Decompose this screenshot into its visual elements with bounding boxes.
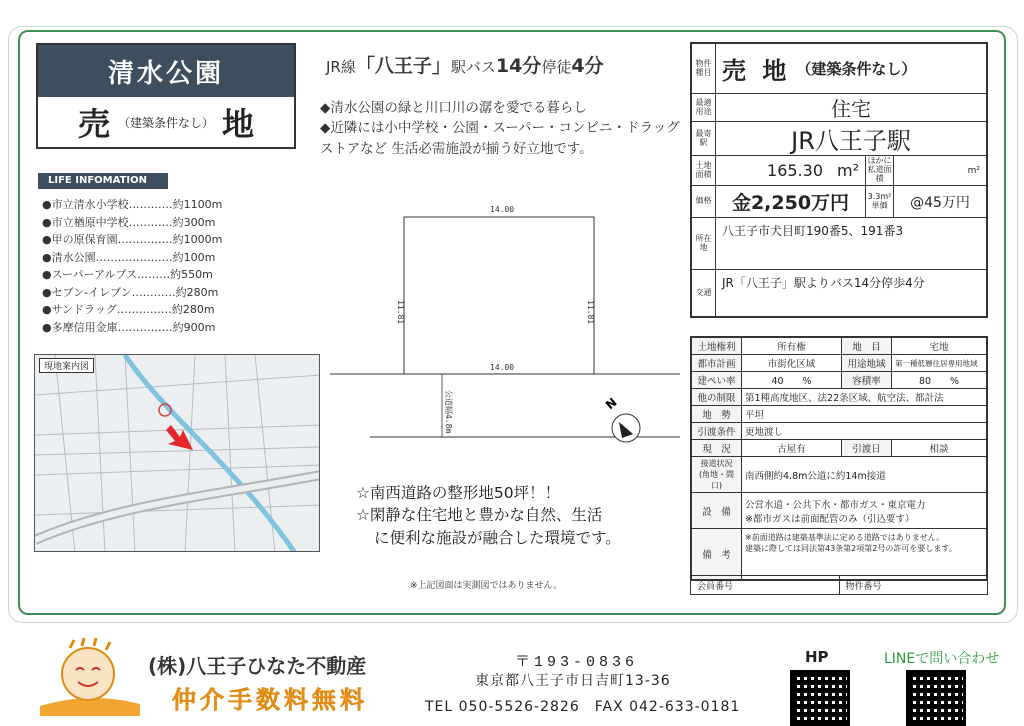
spec-row-station xyxy=(692,122,986,156)
road-key: 接道状況(角地・間口) xyxy=(692,457,742,492)
map-graphic xyxy=(35,355,320,552)
description xyxy=(320,98,682,159)
hp-qr-code[interactable] xyxy=(790,670,850,726)
line-label: LINEで問い合わせ xyxy=(884,651,1000,667)
dim-right: 11.81 xyxy=(586,300,595,325)
company-address: 東京都八王子市日吉町13-36 xyxy=(475,673,671,689)
unit-price: @45万円 xyxy=(910,194,970,211)
life-info-title: LIFE INFOMATION xyxy=(38,173,168,189)
list-item: ●サンドラッグ……………約280m xyxy=(42,303,215,316)
list-item: ●市立清水小学校…………約1100m xyxy=(42,198,223,211)
use: 住宅 xyxy=(831,97,871,121)
plot-diagram xyxy=(330,200,690,460)
spec-row-use xyxy=(692,94,986,122)
line-qr-code[interactable] xyxy=(906,670,966,726)
access-post: 駅バス xyxy=(450,58,496,76)
area-value xyxy=(716,156,866,185)
terrain: 平坦 xyxy=(745,410,765,421)
spec-row-traffic xyxy=(692,270,986,316)
private-road-unit: m² xyxy=(967,165,980,176)
life-info-list xyxy=(42,196,222,336)
far-key: 容積率 xyxy=(842,372,892,388)
kind-note: （建築条件なし） xyxy=(117,115,214,130)
delivery-key: 引渡日 xyxy=(842,440,892,456)
list-item: ●多摩信用金庫……………約900m xyxy=(42,320,216,334)
kind-right: 地 xyxy=(222,105,255,143)
type: 売 地 xyxy=(722,57,791,85)
price-label: 価格 xyxy=(692,186,716,217)
spec-row-price xyxy=(692,186,986,218)
catch-line: ☆南西道路の整形地50坪！！ xyxy=(356,484,561,502)
table-row xyxy=(692,457,986,493)
area: 165.30 xyxy=(767,161,823,180)
location-map xyxy=(34,354,320,552)
access-pre: JR線 xyxy=(326,58,356,76)
north-icon xyxy=(603,395,640,442)
station: JR八王子駅 xyxy=(791,127,911,155)
facility xyxy=(742,493,986,528)
description-line: ◆近隣には小中学校・公園・スーパー・コンビニ・ドラッグストアなど 生活必需施設が揃う好立地です。 xyxy=(320,120,680,157)
restrict: 第1種高度地区、法22条区域、航空法、都計法 xyxy=(745,393,944,404)
current: 古屋有 xyxy=(742,440,842,456)
table-row xyxy=(692,406,986,423)
list-item: ●セブン-イレブン…………約280m xyxy=(42,285,219,299)
postal-code: 〒193-0836 xyxy=(515,654,639,671)
property-kind xyxy=(38,97,294,147)
remarks-line: ※前面道路は建築基準法に定める道路ではありません。 xyxy=(745,533,945,542)
traffic-label: 交通 xyxy=(692,270,716,316)
type-note: （建築条件なし） xyxy=(796,60,917,78)
catch-line: ☆閑静な住宅地と豊かな自然、生活 xyxy=(356,506,603,525)
spec-row-address xyxy=(692,218,986,270)
list-item: ●スーパーアルプス………約550m xyxy=(42,268,213,281)
current-key: 現 況 xyxy=(692,440,742,456)
commission-free: 仲介手数料無料 xyxy=(172,686,368,714)
private-road-label: ほかに私道面積 xyxy=(866,156,894,185)
footer xyxy=(0,628,1024,726)
table-row xyxy=(692,529,986,579)
rights-key: 土地権利 xyxy=(692,338,742,354)
access-line xyxy=(326,51,604,78)
mascot-logo xyxy=(30,636,140,716)
company-name: (株)八王子ひなた不動産 xyxy=(148,654,367,678)
catch-line: に便利な施設が融合した環境です。 xyxy=(374,528,621,547)
plan-key: 都市計画 xyxy=(692,355,742,371)
remarks-line: 建築に際しては同法第43条第2項第2号の許可を要します。 xyxy=(745,544,957,553)
bcr: 40 % xyxy=(742,372,842,388)
unit-price-label: 3.3m²単価 xyxy=(866,186,894,217)
kind-left: 売 xyxy=(77,105,110,143)
list-item: ●清水公園…………………約100m xyxy=(42,250,216,264)
dim-bottom: 14.00 xyxy=(490,363,515,372)
facility-line: ※都市ガスは前面配管のみ（引込要す） xyxy=(745,513,915,525)
zone: 第一種低層住居専用地域 xyxy=(895,358,978,368)
list-item: ●市立楢原中学校…………約300m xyxy=(42,215,216,229)
area-label: 土地面積 xyxy=(692,156,716,185)
north-label: N xyxy=(602,395,620,413)
access-bus: 14分 xyxy=(495,55,542,77)
remarks xyxy=(742,529,986,579)
table-row xyxy=(692,372,986,389)
rights: 所有権 xyxy=(742,338,842,354)
dim-left: 11.81 xyxy=(396,300,405,325)
type-label: 物件種目 xyxy=(692,44,716,93)
table-row xyxy=(692,338,986,355)
access-stop: 停徒 xyxy=(541,58,572,76)
property-name: 清水公園 xyxy=(38,45,294,97)
table-row xyxy=(692,355,986,372)
traffic: JR「八王子」駅よりバス14分停歩4分 xyxy=(722,276,925,290)
spec-row-type xyxy=(692,44,986,94)
registry-row xyxy=(690,575,988,595)
bcr-key: 建ぺい率 xyxy=(692,372,742,388)
zone-key: 用途地域 xyxy=(842,355,892,371)
restrict-key: 他の制限 xyxy=(692,389,742,405)
title-box xyxy=(36,43,296,149)
spec-table xyxy=(690,42,988,318)
remarks-key: 備 考 xyxy=(692,529,742,579)
tel-fax: TEL 050-5526-2826 FAX 042-633-0181 xyxy=(425,699,741,715)
road: 南西側約4.8m公道に約14m接道 xyxy=(745,470,886,482)
price: 金2,250万円 xyxy=(716,186,866,217)
handover-key: 引渡条件 xyxy=(692,423,742,439)
member-number-label: 会員番号 xyxy=(691,576,840,594)
property-number-label: 物件番号 xyxy=(845,582,882,592)
far: 80 % xyxy=(918,376,960,387)
table-row xyxy=(692,423,986,440)
handover: 更地渡し xyxy=(745,427,784,438)
plan: 市街化区域 xyxy=(742,355,842,371)
map-label: 現地案内図 xyxy=(39,358,94,373)
use-label: 最適用途 xyxy=(692,94,716,121)
table-row xyxy=(692,389,986,406)
facility-line: 公営水道・公共下水・都市ガス・東京電力 xyxy=(745,499,926,511)
area-unit: m² xyxy=(837,161,859,180)
type-value xyxy=(716,44,986,93)
catch-copy xyxy=(356,482,621,549)
facility-key: 設 備 xyxy=(692,493,742,528)
station-label: 最寄駅 xyxy=(692,122,716,155)
description-line: ◆清水公園の緑と川口川の潺を愛でる暮らし xyxy=(320,100,587,116)
access-station: 「八王子」 xyxy=(355,55,451,77)
access-walk: 4分 xyxy=(571,55,604,77)
terrain-key: 地 勢 xyxy=(692,406,742,422)
address-label: 所在地 xyxy=(692,218,716,269)
spec-row-area xyxy=(692,156,986,186)
list-item: ●甲の原保育園……………約1000m xyxy=(42,233,223,246)
table-row xyxy=(692,493,986,529)
table-row xyxy=(692,440,986,457)
hp-label: HP xyxy=(805,648,829,666)
map-note: ※上記図面は実測図ではありません。 xyxy=(410,581,563,591)
details-table xyxy=(690,336,988,581)
address: 八王子市犬目町190番5、191番3 xyxy=(722,224,904,238)
dim-top: 14.00 xyxy=(490,205,515,214)
delivery: 相談 xyxy=(929,444,949,455)
category-key: 地 目 xyxy=(842,338,892,354)
road-width: 公道幅4.8m xyxy=(444,390,453,434)
category: 宅地 xyxy=(929,342,949,353)
